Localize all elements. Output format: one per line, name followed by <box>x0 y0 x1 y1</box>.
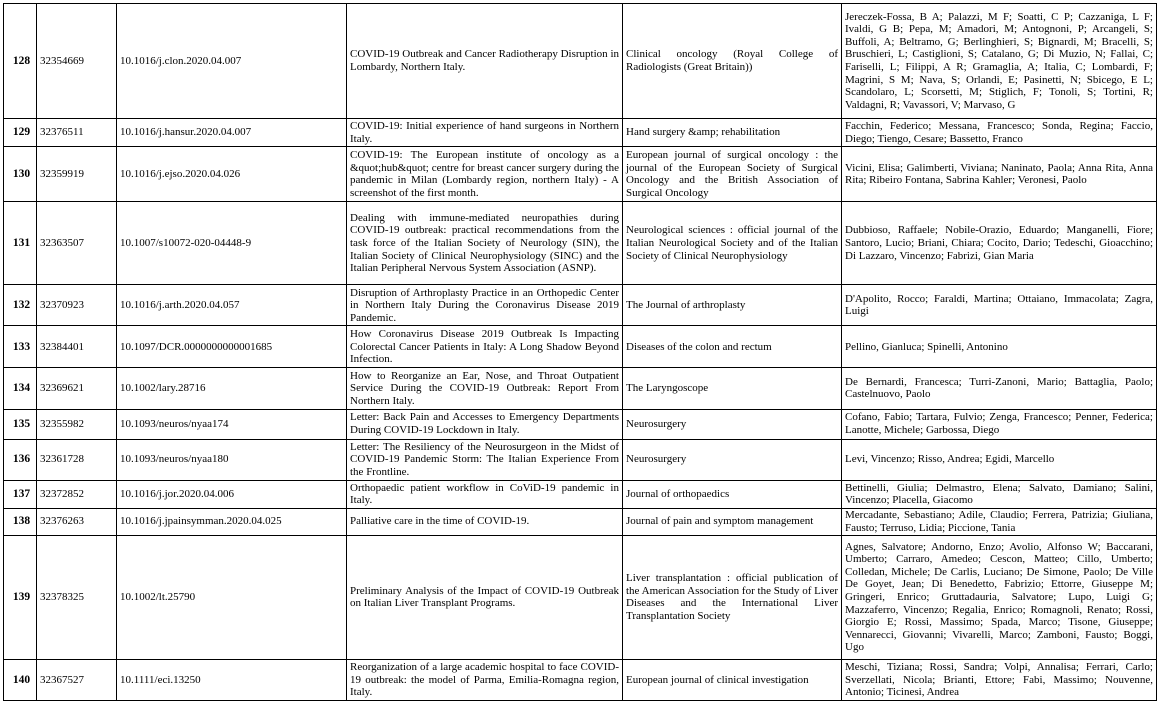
pmid-cell: 32354669 <box>37 4 117 119</box>
doi-cell: 10.1016/j.jor.2020.04.006 <box>117 480 347 508</box>
row-number: 135 <box>4 409 37 439</box>
authors-cell: Pellino, Gianluca; Spinelli, Antonino <box>842 326 1157 368</box>
title-cell: How to Reorganize an Ear, Nose, and Throat Outpatient Service During the COVID-19 Outbreak: Report From Northern Italy. <box>347 368 623 409</box>
row-number: 138 <box>4 508 37 535</box>
authors-cell: Bettinelli, Giulia; Delmastro, Elena; Salvato, Damiano; Salini, Vincenzo; Placella, Giacomo <box>842 480 1157 508</box>
row-number: 133 <box>4 326 37 368</box>
table-row <box>4 409 1157 439</box>
authors-cell: Cofano, Fabio; Tartara, Fulvio; Zenga, Francesco; Penner, Federica; Lanotte, Michele; Garbossa, Diego <box>842 409 1157 439</box>
title-cell: Letter: The Resiliency of the Neurosurgeon in the Midst of COVID-19 Pandemic Storm: The Italian Experience From the Frontline. <box>347 439 623 480</box>
doi-cell: 10.1093/neuros/nyaa174 <box>117 409 347 439</box>
doi-cell: 10.1097/DCR.0000000000001685 <box>117 326 347 368</box>
doi-cell: 10.1093/neuros/nyaa180 <box>117 439 347 480</box>
title-cell: Orthopaedic patient workflow in CoViD-19 pandemic in Italy. <box>347 480 623 508</box>
title-cell: Preliminary Analysis of the Impact of COVID-19 Outbreak on Italian Liver Transplant Programs. <box>347 535 623 659</box>
pmid-cell: 32378325 <box>37 535 117 659</box>
references-table <box>3 3 1157 701</box>
table-row <box>4 480 1157 508</box>
doi-cell: 10.1002/lt.25790 <box>117 535 347 659</box>
row-number: 134 <box>4 368 37 409</box>
table-row <box>4 285 1157 326</box>
journal-cell: European journal of clinical investigation <box>623 659 842 700</box>
journal-cell: Neurological sciences : official journal of the Italian Neurological Society and of the Italian Society of Clinical Neurophysiology <box>623 202 842 285</box>
table-row <box>4 439 1157 480</box>
doi-cell: 10.1016/j.hansur.2020.04.007 <box>117 119 347 147</box>
table-row <box>4 659 1157 700</box>
title-cell: COVID-19 Outbreak and Cancer Radiotherapy Disruption in Lombardy, Northern Italy. <box>347 4 623 119</box>
pmid-cell: 32355982 <box>37 409 117 439</box>
pmid-cell: 32384401 <box>37 326 117 368</box>
table-row <box>4 368 1157 409</box>
journal-cell: Clinical oncology (Royal College of Radiologists (Great Britain)) <box>623 4 842 119</box>
pmid-cell: 32370923 <box>37 285 117 326</box>
journal-cell: Hand surgery &amp; rehabilitation <box>623 119 842 147</box>
row-number: 130 <box>4 147 37 202</box>
authors-cell: De Bernardi, Francesca; Turri-Zanoni, Mario; Battaglia, Paolo; Castelnuovo, Paolo <box>842 368 1157 409</box>
title-cell: Disruption of Arthroplasty Practice in an Orthopedic Center in Northern Italy During the Coronavirus Disease 2019 Pandemic. <box>347 285 623 326</box>
authors-cell: Meschi, Tiziana; Rossi, Sandra; Volpi, Annalisa; Ferrari, Carlo; Sverzellati, Nicola; Brianti, Ettore; Fabi, Massimo; Nouvenne, Antonio; Ticinesi, Andrea <box>842 659 1157 700</box>
doi-cell: 10.1016/j.ejso.2020.04.026 <box>117 147 347 202</box>
authors-cell: Dubbioso, Raffaele; Nobile-Orazio, Eduardo; Manganelli, Fiore; Santoro, Lucio; Briani, Chiara; Cocito, Dario; Tedeschi, Gioacchino; Di Lazzaro, Vincenzo; Fabrizi, Gian Maria <box>842 202 1157 285</box>
journal-cell: Journal of pain and symptom management <box>623 508 842 535</box>
pmid-cell: 32369621 <box>37 368 117 409</box>
table-body <box>4 4 1157 701</box>
title-cell: COVID-19: Initial experience of hand surgeons in Northern Italy. <box>347 119 623 147</box>
authors-cell: Facchin, Federico; Messana, Francesco; Sonda, Regina; Faccio, Diego; Tiengo, Cesare; Bassetto, Franco <box>842 119 1157 147</box>
pmid-cell: 32372852 <box>37 480 117 508</box>
journal-cell: Liver transplantation : official publication of the American Association for the Study of Liver Diseases and the International Liver Transplantation Society <box>623 535 842 659</box>
row-number: 137 <box>4 480 37 508</box>
authors-cell: Mercadante, Sebastiano; Adile, Claudio; Ferrera, Patrizia; Giuliana, Fausto; Terruso, Lidia; Piccione, Tania <box>842 508 1157 535</box>
row-number: 140 <box>4 659 37 700</box>
journal-cell: Neurosurgery <box>623 409 842 439</box>
journal-cell: Journal of orthopaedics <box>623 480 842 508</box>
doi-cell: 10.1002/lary.28716 <box>117 368 347 409</box>
doi-cell: 10.1007/s10072-020-04448-9 <box>117 202 347 285</box>
table-row <box>4 119 1157 147</box>
title-cell: Dealing with immune-mediated neuropathies during COVID-19 outbreak: practical recommendations from the task force of the Italian Society of Neurology (SIN), the Italian Society of Clinical Neurophysiology (SINC) and the Italian Peripheral Nervous System Association (ASNP). <box>347 202 623 285</box>
title-cell: COVID-19: The European institute of oncology as a &quot;hub&quot; centre for breast cancer surgery during the pandemic in Milan (Lombardy region, northern Italy) - A screenshot of the first month. <box>347 147 623 202</box>
row-number: 136 <box>4 439 37 480</box>
journal-cell: Neurosurgery <box>623 439 842 480</box>
table-row <box>4 535 1157 659</box>
doi-cell: 10.1016/j.clon.2020.04.007 <box>117 4 347 119</box>
table-row <box>4 508 1157 535</box>
table-row <box>4 147 1157 202</box>
pmid-cell: 32376511 <box>37 119 117 147</box>
table-row <box>4 4 1157 119</box>
row-number: 139 <box>4 535 37 659</box>
authors-cell: Levi, Vincenzo; Risso, Andrea; Egidi, Marcello <box>842 439 1157 480</box>
title-cell: How Coronavirus Disease 2019 Outbreak Is Impacting Colorectal Cancer Patients in Italy: A Long Shadow Beyond Infection. <box>347 326 623 368</box>
authors-cell: Agnes, Salvatore; Andorno, Enzo; Avolio, Alfonso W; Baccarani, Umberto; Carraro, Amedeo; Cescon, Matteo; Cillo, Umberto; Colledan, Michele; De Carlis, Luciano; De Simone, Paolo; De Ville De Goyet, Jean; Di Benedetto, Fabrizio; Ettorre, Giuseppe M; Gringeri, Enrico; Gruttadauria, Salvatore; Lupo, Luigi G; Mazzaferro, Vincenzo; Regalia, Enrico; Romagnoli, Renato; Rossi, Giorgio E; Rossi, Massimo; Spada, Marco; Tisone, Giuseppe; Vennarecci, Giovanni; Vivarelli, Marco; Zamboni, Fausto; Boggi, Ugo <box>842 535 1157 659</box>
row-number: 128 <box>4 4 37 119</box>
doi-cell: 10.1016/j.arth.2020.04.057 <box>117 285 347 326</box>
authors-cell: Vicini, Elisa; Galimberti, Viviana; Naninato, Paola; Anna Rita, Anna Rita; Ribeiro Fontana, Sabrina Kahler; Veronesi, Paolo <box>842 147 1157 202</box>
row-number: 132 <box>4 285 37 326</box>
journal-cell: European journal of surgical oncology : the journal of the European Society of Surgical Oncology and the British Association of Surgical Oncology <box>623 147 842 202</box>
title-cell: Letter: Back Pain and Accesses to Emergency Departments During COVID-19 Lockdown in Italy. <box>347 409 623 439</box>
table-row <box>4 202 1157 285</box>
pmid-cell: 32361728 <box>37 439 117 480</box>
pmid-cell: 32363507 <box>37 202 117 285</box>
pmid-cell: 32359919 <box>37 147 117 202</box>
title-cell: Palliative care in the time of COVID-19. <box>347 508 623 535</box>
row-number: 131 <box>4 202 37 285</box>
pmid-cell: 32376263 <box>37 508 117 535</box>
table-row <box>4 326 1157 368</box>
title-cell: Reorganization of a large academic hospital to face COVID-19 outbreak: the model of Parma, Emilia-Romagna region, Italy. <box>347 659 623 700</box>
row-number: 129 <box>4 119 37 147</box>
authors-cell: D'Apolito, Rocco; Faraldi, Martina; Ottaiano, Immacolata; Zagra, Luigi <box>842 285 1157 326</box>
doi-cell: 10.1111/eci.13250 <box>117 659 347 700</box>
journal-cell: The Laryngoscope <box>623 368 842 409</box>
doi-cell: 10.1016/j.jpainsymman.2020.04.025 <box>117 508 347 535</box>
pmid-cell: 32367527 <box>37 659 117 700</box>
authors-cell: Jereczek-Fossa, B A; Palazzi, M F; Soatti, C P; Cazzaniga, L F; Ivaldi, G B; Pepa, M; Amadori, M; Antognoni, P; Arcangeli, S; Buffoli, A; Beltramo, G; Berlinghieri, S; Bignardi, M; Bracelli, S; Bruschieri, L; Castiglioni, S; Catalano, G; Di Muzio, N; Fallai, C; Fariselli, L; Filippi, A R; Gramaglia, A; Italia, C; Lombardi, F; Magrini, S M; Nava, S; Orlandi, E; Pasinetti, N; Sbicego, E L; Scandolaro, L; Scorsetti, M; Stiglich, F; Tonoli, S; Tortini, R; Valdagni, R; Vavassori, V; Marvaso, G <box>842 4 1157 119</box>
journal-cell: The Journal of arthroplasty <box>623 285 842 326</box>
journal-cell: Diseases of the colon and rectum <box>623 326 842 368</box>
